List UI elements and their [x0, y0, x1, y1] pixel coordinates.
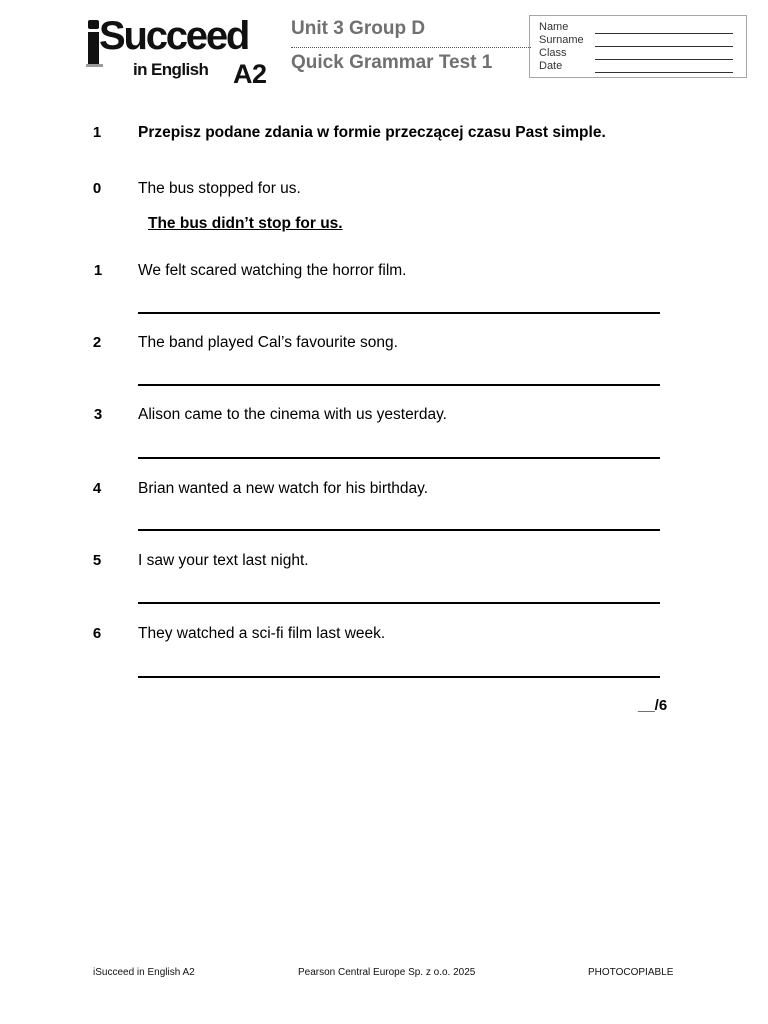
- student-info-box: [529, 15, 747, 78]
- footer-left: iSucceed in English A2: [93, 967, 195, 978]
- item-sentence: We felt scared watching the horror film.: [138, 262, 407, 279]
- answer-line-5[interactable]: [138, 602, 660, 604]
- item-sentence: The band played Cal’s favourite song.: [138, 334, 398, 351]
- header-divider: [291, 47, 531, 48]
- exercise-number: 1: [92, 124, 102, 141]
- logo-level: A2: [233, 59, 267, 89]
- logo-wordmark: Succeed: [99, 14, 249, 58]
- item-sentence: They watched a sci-fi film last week.: [138, 625, 386, 642]
- test-title: Quick Grammar Test 1: [291, 52, 493, 73]
- item-number: 5: [92, 552, 102, 569]
- footer-right: PHOTOCOPIABLE: [588, 967, 674, 978]
- item-sentence: I saw your text last night.: [138, 552, 309, 569]
- item-sentence: Brian wanted a new watch for his birthday.: [138, 480, 429, 497]
- info-row-surname: [539, 34, 739, 47]
- unit-title: Unit 3 Group D: [291, 18, 426, 39]
- info-row-date: [539, 60, 739, 73]
- answer-line-2[interactable]: [138, 384, 660, 386]
- item-number: 3: [93, 406, 103, 423]
- info-row-class: [539, 47, 739, 60]
- example-number: 0: [92, 180, 102, 197]
- answer-line-4[interactable]: [138, 529, 660, 531]
- logo-subtitle: in English: [133, 60, 209, 79]
- item-sentence: Alison came to the cinema with us yesterday.: [138, 406, 447, 423]
- logo-i-dot: [88, 20, 99, 29]
- date-field[interactable]: [595, 72, 733, 73]
- score-box: __/6: [638, 697, 668, 714]
- logo-i-underline: [86, 64, 103, 67]
- exercise-instruction: Przepisz podane zdania w formie przeczącej czasu Past simple.: [138, 124, 606, 141]
- answer-line-1[interactable]: [138, 312, 660, 314]
- item-number: 2: [92, 334, 102, 351]
- info-label-date: Date: [539, 60, 563, 72]
- item-number: 4: [92, 480, 102, 497]
- example-answer: The bus didn’t stop for us.: [148, 215, 343, 232]
- brand-logo: [86, 14, 272, 90]
- answer-line-3[interactable]: [138, 457, 660, 459]
- answer-line-6[interactable]: [138, 676, 660, 678]
- logo-i-stem: [88, 32, 99, 65]
- item-number: 6: [92, 625, 102, 642]
- item-number: 1: [93, 262, 103, 279]
- info-row-name: [539, 21, 739, 34]
- info-label-surname: Surname: [539, 34, 584, 46]
- example-sentence: The bus stopped for us.: [138, 180, 301, 197]
- info-label-name: Name: [539, 21, 569, 33]
- info-label-class: Class: [539, 47, 567, 59]
- footer-center: Pearson Central Europe Sp. z o.o. 2025: [298, 967, 476, 978]
